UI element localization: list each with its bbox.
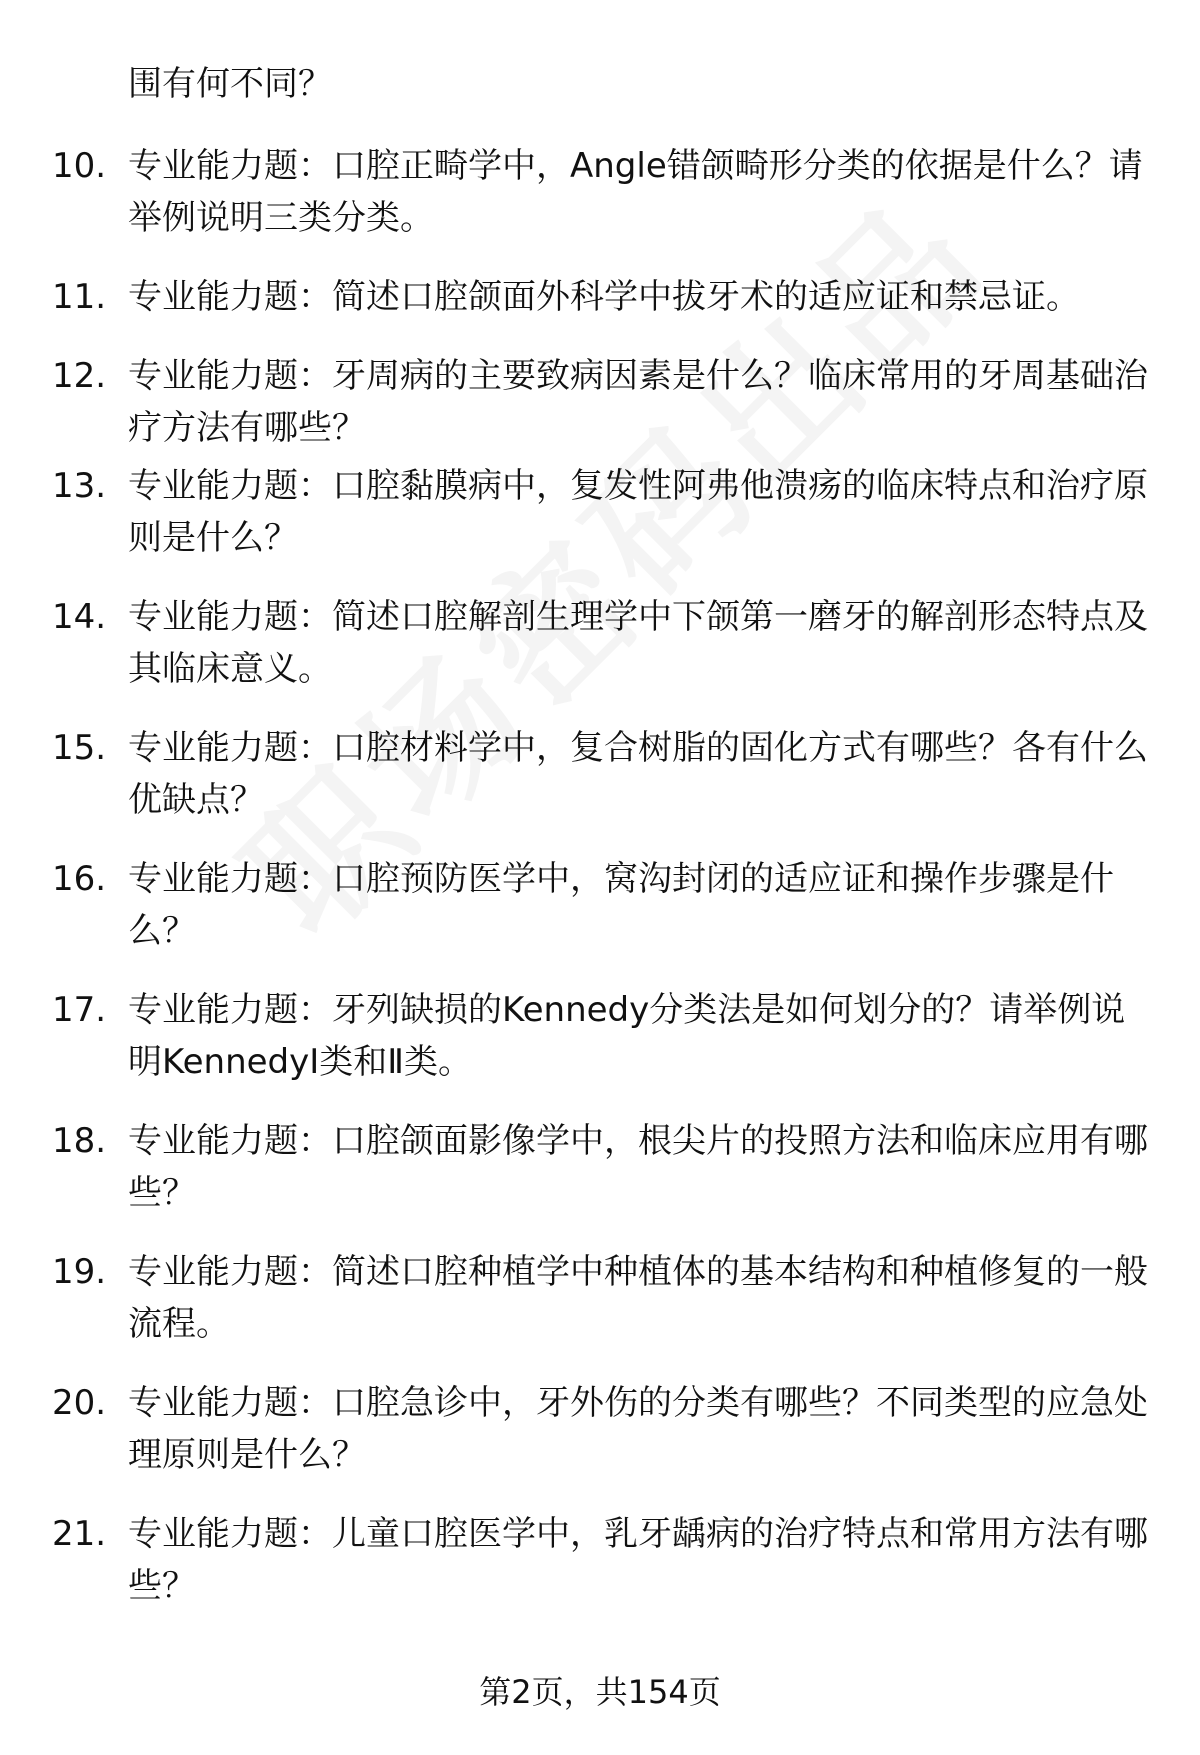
question-item [0, 1508, 1200, 1639]
question-list [0, 140, 1200, 1639]
question-text: 专业能力题：口腔正畸学中，Angle错颌畸形分类的依据是什么？请举例说明三类分类。 [128, 146, 1143, 238]
question-text: 专业能力题：口腔材料学中，复合树脂的固化方式有哪些？各有什么优缺点？ [128, 728, 1148, 820]
question-item [0, 1115, 1200, 1246]
question-item [0, 984, 1200, 1115]
question-number: 19. [52, 1252, 107, 1292]
question-text: 专业能力题：简述口腔解剖生理学中下颌第一磨牙的解剖形态特点及其临床意义。 [128, 597, 1148, 689]
continuation-text: 围有何不同？ [128, 64, 332, 104]
question-number: 14. [52, 597, 107, 637]
question-text: 专业能力题：牙周病的主要致病因素是什么？临床常用的牙周基础治疗方法有哪些？ [128, 356, 1148, 448]
question-number: 11. [52, 277, 107, 317]
question-number: 16. [52, 859, 107, 899]
question-item [0, 591, 1200, 722]
question-text: 专业能力题：牙列缺损的Kennedy分类法是如何划分的？请举例说明KennedyⅠ类和Ⅱ类。 [128, 990, 1126, 1082]
question-text: 专业能力题：简述口腔种植学中种植体的基本结构和种植修复的一般流程。 [128, 1252, 1148, 1344]
question-number: 12. [52, 356, 107, 396]
question-number: 17. [52, 990, 107, 1030]
question-item [0, 722, 1200, 853]
question-text: 专业能力题：口腔颌面影像学中，根尖片的投照方法和临床应用有哪些？ [128, 1121, 1148, 1213]
question-text: 专业能力题：口腔黏膜病中，复发性阿弗他溃疡的临床特点和治疗原则是什么？ [128, 466, 1148, 558]
question-text: 专业能力题：儿童口腔医学中，乳牙龋病的治疗特点和常用方法有哪些？ [128, 1514, 1148, 1606]
question-item [0, 1246, 1200, 1377]
question-number: 21. [52, 1514, 107, 1554]
page-footer: 第2页，共154页 [479, 1673, 721, 1711]
question-number: 15. [52, 728, 107, 768]
question-number: 13. [52, 466, 107, 506]
question-number: 10. [52, 146, 107, 186]
question-item [0, 460, 1200, 591]
question-item [0, 1377, 1200, 1508]
question-text: 专业能力题：口腔急诊中，牙外伤的分类有哪些？不同类型的应急处理原则是什么？ [128, 1383, 1148, 1475]
question-number: 18. [52, 1121, 107, 1161]
question-item [0, 140, 1200, 271]
question-text: 专业能力题：口腔预防医学中，窝沟封闭的适应证和操作步骤是什么？ [128, 859, 1114, 951]
question-item [0, 350, 1200, 460]
question-number: 20. [52, 1383, 107, 1423]
question-item [0, 853, 1200, 984]
question-text: 专业能力题：简述口腔颌面外科学中拔牙术的适应证和禁忌证。 [128, 277, 1080, 317]
